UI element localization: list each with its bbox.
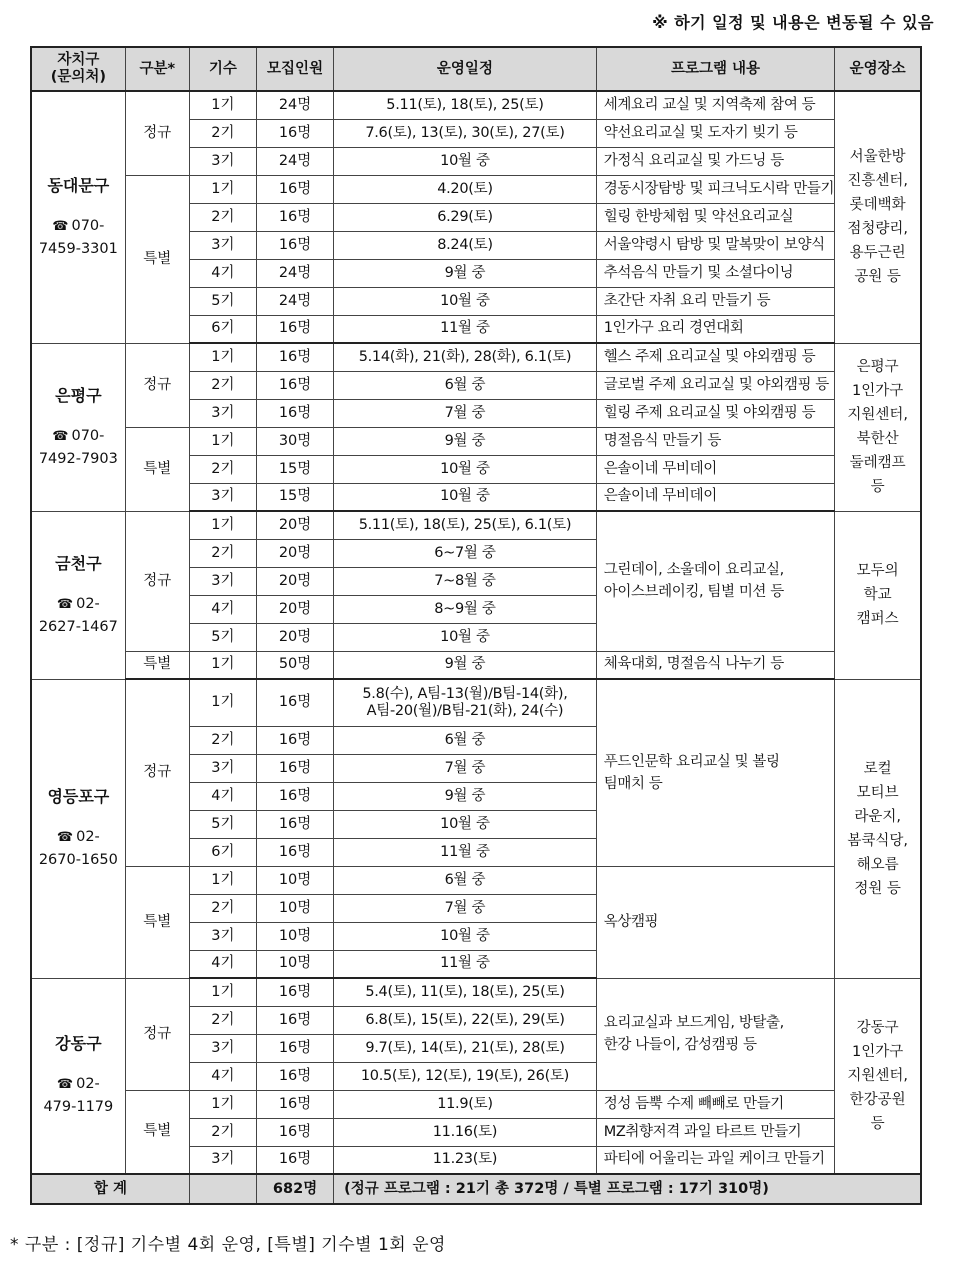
table-row xyxy=(31,175,921,203)
round-cell: 4기 xyxy=(189,782,256,810)
schedule-cell: 4.20(토) xyxy=(334,175,597,203)
capacity-cell: 24명 xyxy=(256,147,333,175)
schedule-cell: 10월 중 xyxy=(334,147,597,175)
schedule-cell: 10월 중 xyxy=(334,810,597,838)
round-cell: 1기 xyxy=(189,651,256,679)
round-cell: 2기 xyxy=(189,203,256,231)
phone-icon: ☎ xyxy=(56,596,74,612)
program-schedule-table xyxy=(30,46,922,1205)
capacity-cell: 16명 xyxy=(256,978,333,1006)
program-cell: 요리교실과 보드게임, 방탈출, 한강 나들이, 감성캠핑 등 xyxy=(596,978,835,1090)
round-cell: 5기 xyxy=(189,287,256,315)
type-cell: 특별 xyxy=(125,866,189,978)
type-cell: 정규 xyxy=(125,343,189,427)
schedule-cell: 6.8(토), 15(토), 22(토), 29(토) xyxy=(334,1006,597,1034)
capacity-cell: 10명 xyxy=(256,894,333,922)
district-phone xyxy=(35,425,122,470)
district-phone xyxy=(35,593,122,638)
header-district: 자치구 (문의처) xyxy=(31,47,125,91)
capacity-cell: 16명 xyxy=(256,810,333,838)
table-body xyxy=(31,91,921,1174)
table-row xyxy=(31,343,921,371)
program-cell: 경동시장탐방 및 피크닉도시락 만들기 xyxy=(596,175,835,203)
capacity-cell: 16명 xyxy=(256,203,333,231)
capacity-cell: 20명 xyxy=(256,511,333,539)
round-cell: 1기 xyxy=(189,1090,256,1118)
capacity-cell: 16명 xyxy=(256,1146,333,1174)
capacity-cell: 16명 xyxy=(256,838,333,866)
capacity-cell: 16명 xyxy=(256,119,333,147)
schedule-cell: 5.14(화), 21(화), 28(화), 6.1(토) xyxy=(334,343,597,371)
round-cell: 3기 xyxy=(189,147,256,175)
place-cell: 은평구 1인가구 지원센터, 북한산 둘레캠프 등 xyxy=(835,343,921,511)
type-cell: 특별 xyxy=(125,1090,189,1174)
schedule-cell: 9월 중 xyxy=(334,651,597,679)
program-cell: 옥상캠핑 xyxy=(596,866,835,978)
program-cell: 은솔이네 무비데이 xyxy=(596,455,835,483)
capacity-cell: 16명 xyxy=(256,1062,333,1090)
program-cell: 헬스 주제 요리교실 및 야외캠핑 등 xyxy=(596,343,835,371)
district-cell xyxy=(31,978,125,1174)
program-cell: 서울약령시 탐방 및 말복맞이 보양식 xyxy=(596,231,835,259)
total-detail: (정규 프로그램 : 21기 총 372명 / 특별 프로그램 : 17기 310명) xyxy=(334,1174,921,1204)
type-cell: 정규 xyxy=(125,679,189,866)
header-schedule: 운영일정 xyxy=(334,47,597,91)
program-cell: 정성 듬뿍 수제 빼빼로 만들기 xyxy=(596,1090,835,1118)
table-row xyxy=(31,866,921,894)
round-cell: 3기 xyxy=(189,1146,256,1174)
capacity-cell: 16명 xyxy=(256,754,333,782)
program-cell: 명절음식 만들기 등 xyxy=(596,427,835,455)
type-cell: 특별 xyxy=(125,427,189,511)
capacity-cell: 16명 xyxy=(256,1034,333,1062)
capacity-cell: 16명 xyxy=(256,399,333,427)
round-cell: 2기 xyxy=(189,119,256,147)
phone-number: 02- 479-1179 xyxy=(43,1076,114,1116)
district-cell xyxy=(31,511,125,679)
schedule-change-notice: ※ 하기 일정 및 내용은 변동될 수 있음 xyxy=(652,13,934,32)
schedule-cell: 5.4(토), 11(토), 18(토), 25(토) xyxy=(334,978,597,1006)
capacity-cell: 16명 xyxy=(256,1118,333,1146)
capacity-cell: 20명 xyxy=(256,595,333,623)
table-row xyxy=(31,679,921,726)
capacity-cell: 10명 xyxy=(256,950,333,978)
schedule-cell: 9월 중 xyxy=(334,427,597,455)
table-row xyxy=(31,427,921,455)
round-cell: 2기 xyxy=(189,726,256,754)
place-cell: 로컬 모티브 라운지, 봄쿡식당, 해오름 정원 등 xyxy=(835,679,921,978)
capacity-cell: 16명 xyxy=(256,782,333,810)
program-cell: 1인가구 요리 경연대회 xyxy=(596,315,835,343)
district-cell xyxy=(31,679,125,978)
type-cell: 특별 xyxy=(125,651,189,679)
program-cell: 은솔이네 무비데이 xyxy=(596,483,835,511)
schedule-cell: 11월 중 xyxy=(334,315,597,343)
program-cell: 세계요리 교실 및 지역축제 참여 등 xyxy=(596,91,835,119)
schedule-cell: 5.11(토), 18(토), 25(토), 6.1(토) xyxy=(334,511,597,539)
schedule-cell: 11.16(토) xyxy=(334,1118,597,1146)
program-cell: 약선요리교실 및 도자기 빚기 등 xyxy=(596,119,835,147)
capacity-cell: 20명 xyxy=(256,539,333,567)
header-type: 구분* xyxy=(125,47,189,91)
phone-number: 02- 2670-1650 xyxy=(38,829,118,868)
schedule-cell: 10월 중 xyxy=(334,287,597,315)
type-footnote: * 구분 : [정규] 기수별 4회 운영, [특별] 기수별 1회 운영 xyxy=(10,1235,446,1255)
table-row xyxy=(31,511,921,539)
program-cell: 힐링 한방체험 및 약선요리교실 xyxy=(596,203,835,231)
round-cell: 1기 xyxy=(189,511,256,539)
round-cell: 5기 xyxy=(189,623,256,651)
round-cell: 6기 xyxy=(189,838,256,866)
total-label: 합 계 xyxy=(31,1174,189,1204)
district-name: 강동구 xyxy=(55,1034,102,1054)
round-cell: 3기 xyxy=(189,1034,256,1062)
program-cell: 푸드인문학 요리교실 및 볼링 팀매치 등 xyxy=(596,679,835,866)
phone-icon: ☎ xyxy=(52,428,69,444)
program-cell: 가정식 요리교실 및 가드닝 등 xyxy=(596,147,835,175)
round-cell: 2기 xyxy=(189,894,256,922)
district-phone xyxy=(35,1073,122,1118)
program-cell: 초간단 자취 요리 만들기 등 xyxy=(596,287,835,315)
schedule-cell: 7.6(토), 13(토), 30(토), 27(토) xyxy=(334,119,597,147)
schedule-cell: 5.11(토), 18(토), 25(토) xyxy=(334,91,597,119)
header-place: 운영장소 xyxy=(835,47,921,91)
program-cell: 글로벌 주제 요리교실 및 야외캠핑 등 xyxy=(596,371,835,399)
capacity-cell: 10명 xyxy=(256,866,333,894)
round-cell: 4기 xyxy=(189,1062,256,1090)
program-cell: 그린데이, 소울데이 요리교실, 아이스브레이킹, 팀별 미션 등 xyxy=(596,511,835,651)
schedule-cell: 9월 중 xyxy=(334,259,597,287)
round-cell: 3기 xyxy=(189,567,256,595)
schedule-cell: 6월 중 xyxy=(334,371,597,399)
total-empty-cell xyxy=(189,1174,256,1204)
table-row xyxy=(31,1090,921,1118)
round-cell: 3기 xyxy=(189,754,256,782)
district-cell xyxy=(31,343,125,511)
program-cell: 힐링 주제 요리교실 및 야외캠핑 등 xyxy=(596,399,835,427)
capacity-cell: 20명 xyxy=(256,567,333,595)
capacity-cell: 16명 xyxy=(256,175,333,203)
program-cell: 추석음식 만들기 및 소셜다이닝 xyxy=(596,259,835,287)
schedule-cell: 11.9(토) xyxy=(334,1090,597,1118)
schedule-cell: 8.24(토) xyxy=(334,231,597,259)
type-cell: 정규 xyxy=(125,978,189,1090)
place-cell: 서울한방 진흥센터, 롯데백화 점청량리, 용두근린 공원 등 xyxy=(835,91,921,343)
schedule-cell: 8~9월 중 xyxy=(334,595,597,623)
capacity-cell: 16명 xyxy=(256,343,333,371)
capacity-cell: 16명 xyxy=(256,371,333,399)
schedule-cell: 6월 중 xyxy=(334,866,597,894)
capacity-cell: 16명 xyxy=(256,726,333,754)
round-cell: 1기 xyxy=(189,978,256,1006)
schedule-cell: 7월 중 xyxy=(334,754,597,782)
round-cell: 3기 xyxy=(189,231,256,259)
district-name: 동대문구 xyxy=(47,175,110,195)
phone-number: 070- 7459-3301 xyxy=(38,217,118,257)
capacity-cell: 16명 xyxy=(256,679,333,726)
schedule-cell: 5.8(수), A팀-13(월)/B팀-14(화), A팀-20(월)/B팀-21(화), 24(수) xyxy=(334,679,597,726)
district-name: 영등포구 xyxy=(47,787,110,806)
schedule-cell: 11월 중 xyxy=(334,950,597,978)
schedule-cell: 7월 중 xyxy=(334,894,597,922)
type-cell: 특별 xyxy=(125,175,189,343)
round-cell: 1기 xyxy=(189,91,256,119)
schedule-cell: 7월 중 xyxy=(334,399,597,427)
phone-number: 02- 2627-1467 xyxy=(38,595,118,635)
round-cell: 2기 xyxy=(189,371,256,399)
round-cell: 1기 xyxy=(189,175,256,203)
schedule-cell: 9월 중 xyxy=(334,782,597,810)
capacity-cell: 16명 xyxy=(256,1006,333,1034)
place-cell: 모두의 학교 캠퍼스 xyxy=(835,511,921,679)
phone-number: 070- 7492-7903 xyxy=(38,427,118,467)
schedule-cell: 11월 중 xyxy=(334,838,597,866)
schedule-cell: 6월 중 xyxy=(334,726,597,754)
capacity-cell: 24명 xyxy=(256,259,333,287)
schedule-cell: 6.29(토) xyxy=(334,203,597,231)
round-cell: 4기 xyxy=(189,595,256,623)
round-cell: 2기 xyxy=(189,1118,256,1146)
schedule-cell: 7~8월 중 xyxy=(334,567,597,595)
program-cell: 파티에 어울리는 과일 케이크 만들기 xyxy=(596,1146,835,1174)
capacity-cell: 24명 xyxy=(256,287,333,315)
round-cell: 2기 xyxy=(189,539,256,567)
schedule-cell: 10월 중 xyxy=(334,483,597,511)
table-row xyxy=(31,978,921,1006)
capacity-cell: 16명 xyxy=(256,1090,333,1118)
place-cell: 강동구 1인가구 지원센터, 한강공원 등 xyxy=(835,978,921,1174)
district-name: 금천구 xyxy=(55,553,102,573)
table-row xyxy=(31,91,921,119)
capacity-cell: 20명 xyxy=(256,623,333,651)
program-cell: MZ취향저격 과일 타르트 만들기 xyxy=(596,1118,835,1146)
round-cell: 2기 xyxy=(189,1006,256,1034)
header-capacity: 모집인원 xyxy=(256,47,333,91)
type-cell: 정규 xyxy=(125,511,189,651)
schedule-cell: 10월 중 xyxy=(334,623,597,651)
capacity-cell: 50명 xyxy=(256,651,333,679)
phone-icon: ☎ xyxy=(52,218,69,234)
round-cell: 3기 xyxy=(189,483,256,511)
schedule-cell: 11.23(토) xyxy=(334,1146,597,1174)
capacity-cell: 15명 xyxy=(256,455,333,483)
phone-icon: ☎ xyxy=(56,1077,74,1093)
district-name: 은평구 xyxy=(55,385,102,405)
total-capacity: 682명 xyxy=(256,1174,333,1204)
round-cell: 5기 xyxy=(189,810,256,838)
schedule-cell: 10월 중 xyxy=(334,455,597,483)
round-cell: 4기 xyxy=(189,259,256,287)
schedule-cell: 9.7(토), 14(토), 21(토), 28(토) xyxy=(334,1034,597,1062)
type-cell: 정규 xyxy=(125,91,189,175)
schedule-cell: 10.5(토), 12(토), 19(토), 26(토) xyxy=(334,1062,597,1090)
capacity-cell: 15명 xyxy=(256,483,333,511)
round-cell: 1기 xyxy=(189,866,256,894)
program-cell: 체육대회, 명절음식 나누기 등 xyxy=(596,651,835,679)
header-program: 프로그램 내용 xyxy=(596,47,835,91)
schedule-cell: 6~7월 중 xyxy=(334,539,597,567)
round-cell: 2기 xyxy=(189,455,256,483)
table-header-row xyxy=(31,47,921,91)
capacity-cell: 24명 xyxy=(256,91,333,119)
district-phone xyxy=(35,215,122,260)
capacity-cell: 16명 xyxy=(256,231,333,259)
round-cell: 1기 xyxy=(189,427,256,455)
district-phone xyxy=(35,826,122,871)
round-cell: 3기 xyxy=(189,399,256,427)
capacity-cell: 10명 xyxy=(256,922,333,950)
capacity-cell: 30명 xyxy=(256,427,333,455)
table-row xyxy=(31,651,921,679)
round-cell: 4기 xyxy=(189,950,256,978)
capacity-cell: 16명 xyxy=(256,315,333,343)
header-round: 기수 xyxy=(189,47,256,91)
round-cell: 3기 xyxy=(189,922,256,950)
round-cell: 6기 xyxy=(189,315,256,343)
total-row xyxy=(31,1174,921,1204)
schedule-cell: 10월 중 xyxy=(334,922,597,950)
round-cell: 1기 xyxy=(189,679,256,726)
round-cell: 1기 xyxy=(189,343,256,371)
phone-icon: ☎ xyxy=(56,830,74,845)
district-cell xyxy=(31,91,125,343)
